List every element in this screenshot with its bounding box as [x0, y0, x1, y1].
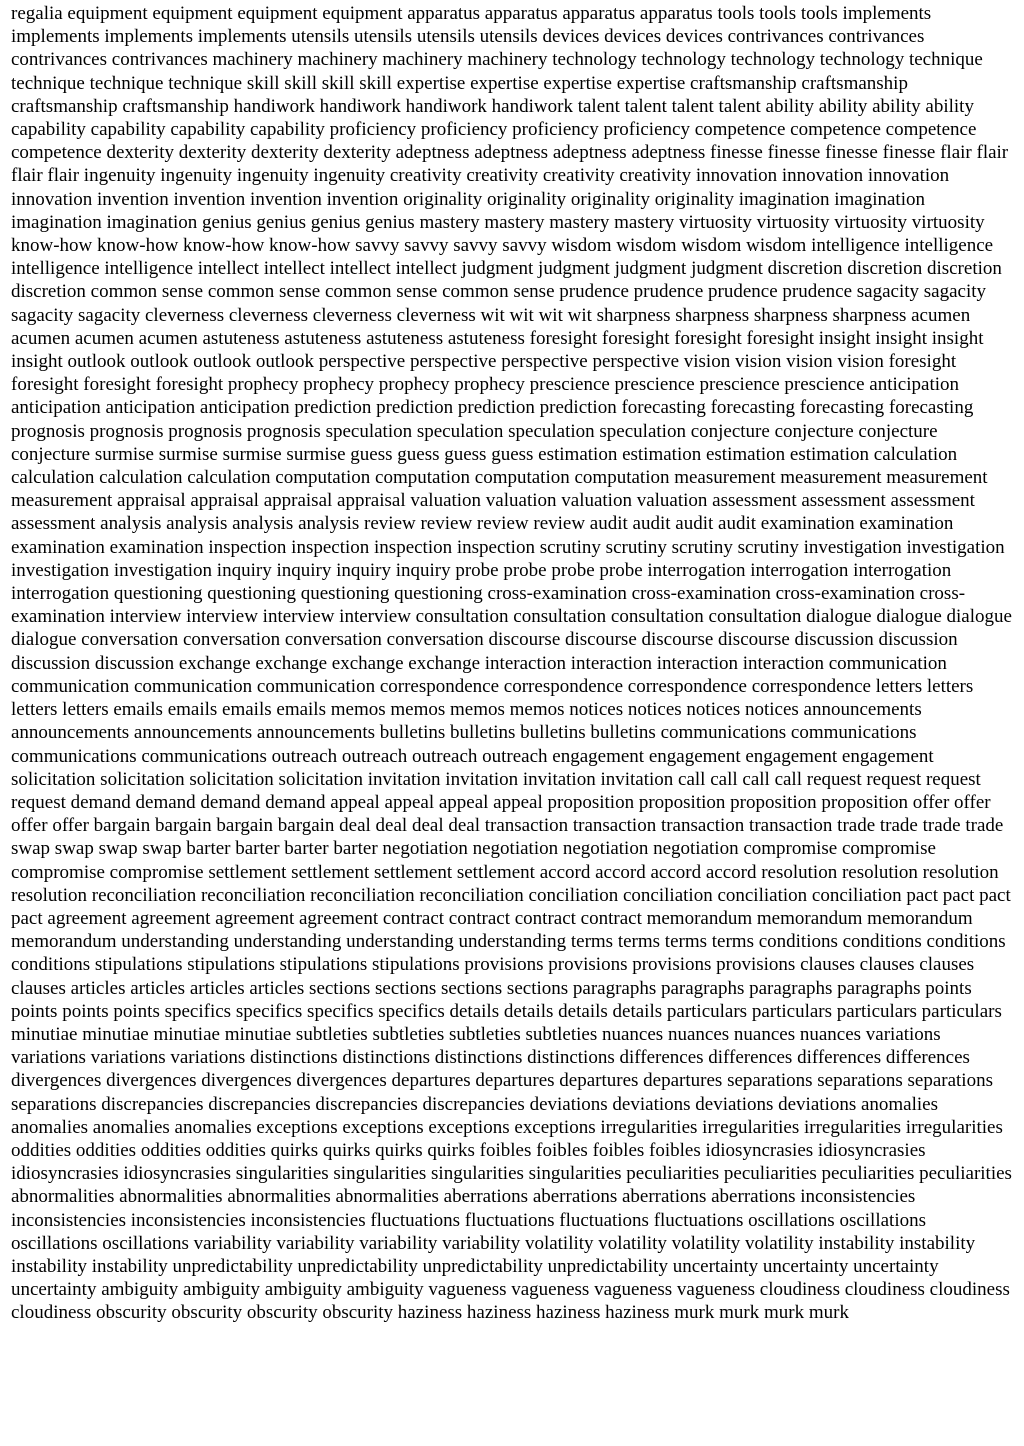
body-text: regalia equipment equipment equipment equipment apparatus apparatus apparatus apparatus tools tools tools implements implements implements implements utensils utensils utensils utensils devices devices devices contrivances contrivances contrivances contrivances machinery machinery machinery machinery technology technology technology technology technique technique technique technique skill skill skill skill expertise expertise expertise expertise craftsmanship craftsmanship craftsmanship craftsmanship handiwork handiwork handiwork handiwork talent talent talent talent ability ability ability ability capability capability capability capability proficiency proficiency proficiency proficiency competence competence competence competence dexterity dexterity dexterity dexterity adeptness adeptness adeptness adeptness finesse finesse finesse finesse flair flair flair flair ingenuity ingenuity ingenuity ingenuity creativity creativity creativity creativity innovation innovation innovation innovation invention invention invention invention originality originality originality originality imagination imagination imagination imagination genius genius genius genius mastery mastery mastery mastery virtuosity virtuosity virtuosity virtuosity know-how know-how know-how know-how savvy savvy savvy savvy wisdom wisdom wisdom wisdom intelligence intelligence intelligence intelligence intellect intellect intellect intellect judgment judgment judgment judgment discretion discretion discretion discretion common sense common sense common sense common sense prudence prudence prudence prudence sagacity sagacity sagacity sagacity cleverness cleverness cleverness cleverness wit wit wit wit sharpness sharpness sharpness sharpness acumen acumen acumen acumen astuteness astuteness astuteness astuteness foresight foresight foresight foresight insight insight insight insight outlook outlook outlook outlook perspective perspective perspective perspective vision vision vision vision foresight foresight foresight foresight prophecy prophecy prophecy prophecy prescience prescience prescience prescience anticipation anticipation anticipation anticipation prediction prediction prediction prediction forecasting forecasting forecasting forecasting prognosis prognosis prognosis prognosis speculation speculation speculation speculation conjecture conjecture conjecture conjecture surmise surmise surmise surmise guess guess guess guess estimation estimation estimation estimation calculation calculation calculation calculation computation computation computation computation measurement measurement measurement measurement appraisal appraisal appraisal appraisal valuation valuation valuation valuation assessment assessment assessment assessment analysis analysis analysis analysis review review review review audit audit audit audit examination examination examination examination inspection inspection inspection inspection scrutiny scrutiny scrutiny scrutiny investigation investigation investigation investigation inquiry inquiry inquiry inquiry probe probe probe probe interrogation interrogation interrogation interrogation questioning questioning questioning questioning cross-examination cross-examination cross-examination cross-examination interview interview interview interview consultation consultation consultation consultation dialogue dialogue dialogue dialogue conversation conversation conversation conversation discourse discourse discourse discourse discussion discussion discussion discussion exchange exchange exchange exchange interaction interaction interaction interaction communication communication communication communication correspondence correspondence correspondence correspondence letters letters letters letters emails emails emails emails memos memos memos memos notices notices notices notices announcements announcements announcements announcements bulletins bulletins bulletins bulletins communications communications communications communications outreach outreach outreach outreach engagement engagement engagement engagement solicitation solicitation solicitation solicitation invitation invitation invitation invitation call call call call request request request request demand demand demand demand appeal appeal appeal appeal proposition proposition proposition proposition offer offer offer offer bargain bargain bargain bargain deal deal deal deal transaction transaction transaction transaction trade trade trade trade swap swap swap swap barter barter barter barter negotiation negotiation negotiation negotiation compromise compromise compromise compromise settlement settlement settlement settlement accord accord accord accord resolution resolution resolution resolution reconciliation reconciliation reconciliation reconciliation conciliation conciliation conciliation conciliation pact pact pact pact agreement agreement agreement agreement contract contract contract contract memorandum memorandum memorandum memorandum understanding understanding understanding understanding terms terms terms terms conditions conditions conditions conditions stipulations stipulations stipulations stipulations provisions provisions provisions provisions clauses clauses clauses clauses articles articles articles articles sections sections sections sections paragraphs paragraphs paragraphs paragraphs points points points points specifics specifics specifics specifics details details details details particulars particulars particulars particulars minutiae minutiae minutiae minutiae subtleties subtleties subtleties subtleties nuances nuances nuances nuances variations variations variations variations distinctions distinctions distinctions distinctions differences differences differences differences divergences divergences divergences divergences departures departures departures departures separations separations separations separations discrepancies discrepancies discrepancies discrepancies deviations deviations deviations deviations anomalies anomalies anomalies anomalies exceptions exceptions exceptions exceptions irregularities irregularities irregularities irregularities oddities oddities oddities oddities quirks quirks quirks quirks foibles foibles foibles foibles idiosyncrasies idiosyncrasies idiosyncrasies idiosyncrasies singularities singularities singularities singularities peculiarities peculiarities peculiarities peculiarities abnormalities abnormalities abnormalities abnormalities aberrations aberrations aberrations aberrations inconsistencies inconsistencies inconsistencies inconsistencies fluctuations fluctuations fluctuations fluctuations oscillations oscillations oscillations oscillations variability variability variability variability volatility volatility volatility volatility instability instability instability instability unpredictability unpredictability unpredictability unpredictability uncertainty uncertainty uncertainty uncertainty ambiguity ambiguity ambiguity ambiguity vagueness vagueness vagueness vagueness cloudiness cloudiness cloudiness cloudiness obscurity obscurity obscurity obscurity haziness haziness haziness haziness murk murk murk murk	[11, 3, 1012, 1324]
